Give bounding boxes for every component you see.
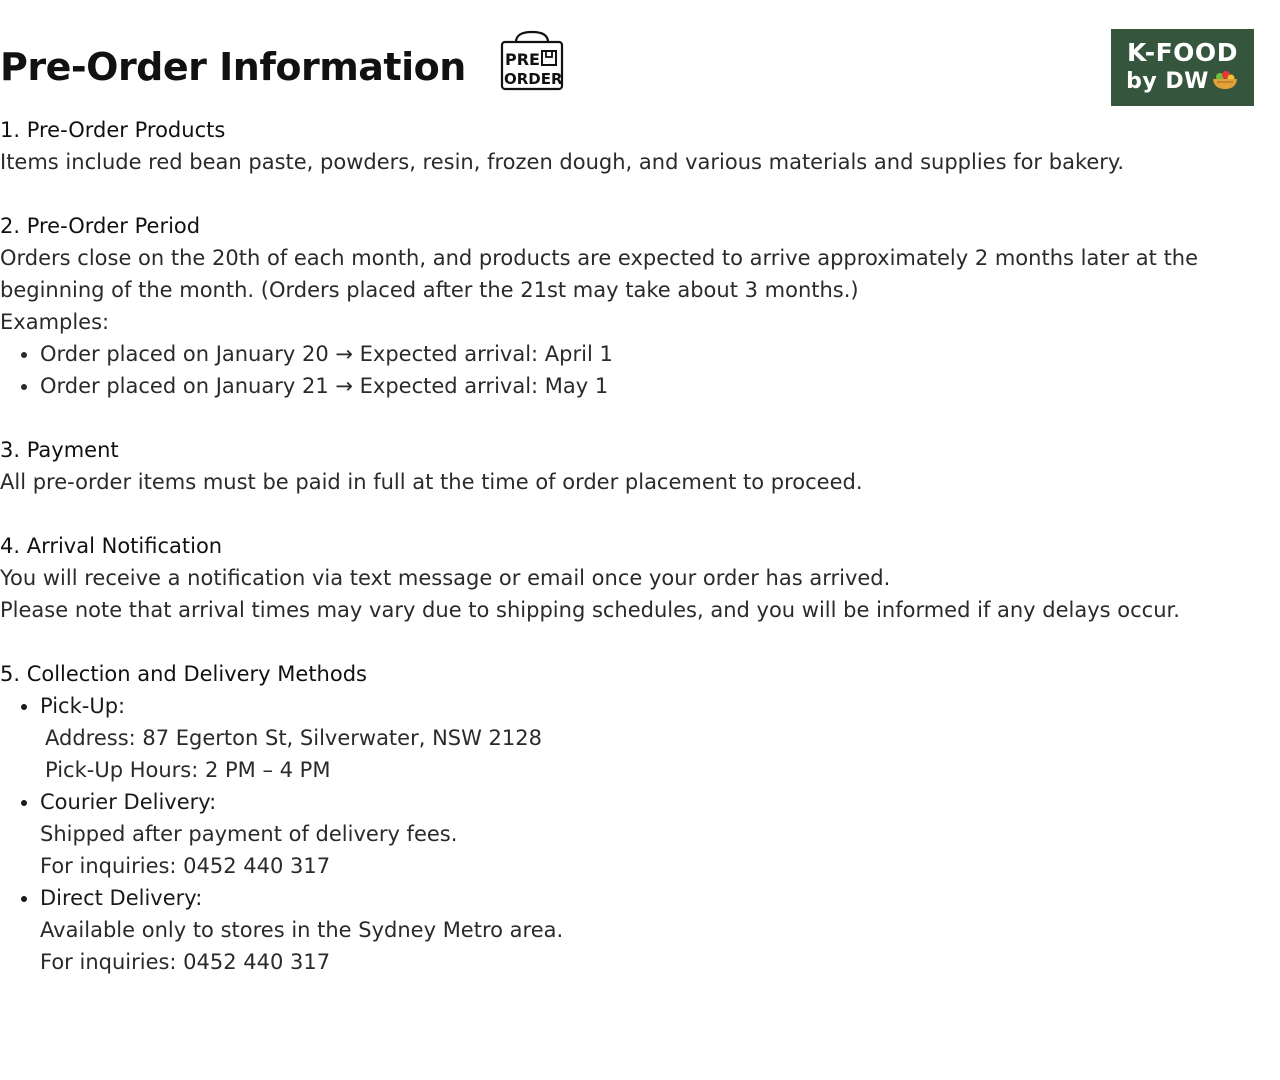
examples-list xyxy=(0,338,1270,402)
payment-text: All pre-order items must be paid in full at the time of order placement to proceed. xyxy=(0,470,863,494)
section-heading-payment: 3. Payment xyxy=(0,438,119,462)
example-item: • Order placed on January 20 → Expected arrival: April 1 xyxy=(40,338,1270,370)
section-heading-period: 2. Pre-Order Period xyxy=(0,214,201,238)
brand-logo-line2: by DW xyxy=(1126,69,1209,94)
collection-methods-list xyxy=(0,690,1270,978)
direct-inquiries: For inquiries: 0452 440 317 xyxy=(40,950,331,974)
method-label-pickup: • Pick-Up: xyxy=(40,694,126,718)
courier-info: Shipped after payment of delivery fees. xyxy=(40,822,458,846)
arrival-text-line1: You will receive a notification via text message or email once your order has arrived. xyxy=(0,566,891,590)
pickup-hours: Pick-Up Hours: 2 PM – 4 PM xyxy=(45,758,331,782)
method-direct xyxy=(40,882,1270,978)
products-text: Items include red bean paste, powders, resin, frozen dough, and various materials and supplies for bakery. xyxy=(0,150,1125,174)
section-heading-products: 1. Pre-Order Products xyxy=(0,118,226,142)
pre-order-box-icon xyxy=(500,30,564,92)
brand-logo-line1: K-FOOD xyxy=(1127,38,1238,67)
method-label-courier: • Courier Delivery: xyxy=(40,790,217,814)
method-pickup xyxy=(40,690,1270,786)
badge-text-pre: PRE xyxy=(505,50,540,69)
method-label-direct: • Direct Delivery: xyxy=(40,886,203,910)
pickup-address: Address: 87 Egerton St, Silverwater, NSW 2128 xyxy=(45,726,542,750)
examples-label: Examples: xyxy=(0,310,110,334)
page-title: Pre-Order Information xyxy=(0,45,466,89)
brand-logo xyxy=(1111,29,1254,106)
direct-info: Available only to stores in the Sydney Metro area. xyxy=(40,918,564,942)
salad-bowl-icon xyxy=(1211,69,1239,99)
pre-order-details xyxy=(0,114,1270,978)
section-heading-collection: 5. Collection and Delivery Methods xyxy=(0,662,367,686)
section-heading-arrival: 4. Arrival Notification xyxy=(0,534,223,558)
courier-inquiries: For inquiries: 0452 440 317 xyxy=(40,854,331,878)
example-item: • Order placed on January 21 → Expected arrival: May 1 xyxy=(40,370,1270,402)
method-courier xyxy=(40,786,1270,882)
badge-text-order: ORDER xyxy=(504,70,563,88)
period-text: Orders close on the 20th of each month, and products are expected to arrive approximately 2 months later at the beginning of the month. (Orders placed after the 21st may take about 3 months.) xyxy=(0,246,1199,302)
arrival-text-line2: Please note that arrival times may vary due to shipping schedules, and you will be informed if any delays occur. xyxy=(0,598,1180,622)
